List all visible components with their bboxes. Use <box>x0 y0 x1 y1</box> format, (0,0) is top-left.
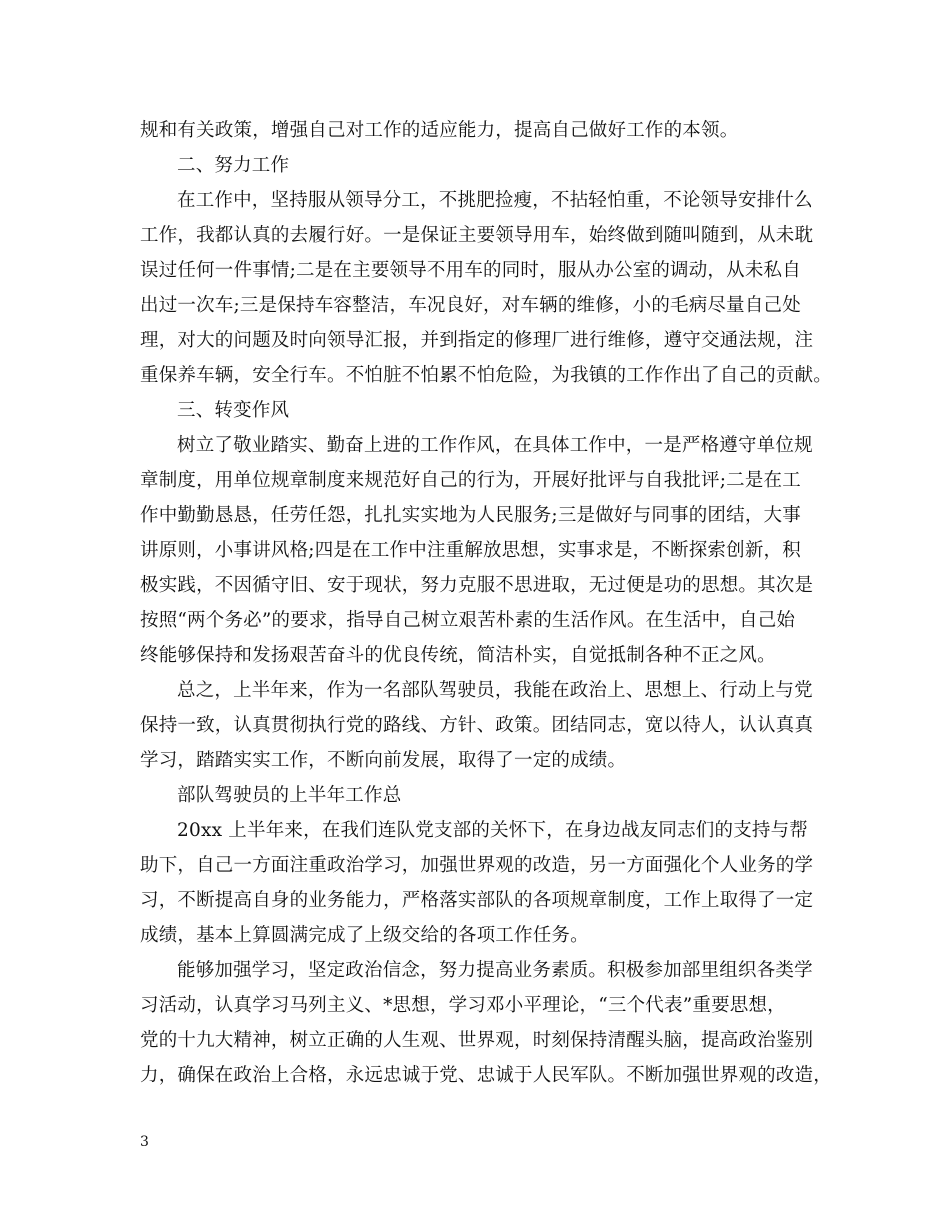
text-line: 树立了敬业踏实、勤奋上进的工作作风，在具体工作中，一是严格遵守单位规 <box>177 435 813 456</box>
text-line: 在工作中，坚持服从领导分工，不挑肥捡瘦，不拈轻怕重，不论领导安排什么 <box>177 190 813 211</box>
text-line: 20xx 上半年来，在我们连队党支部的关怀下，在身边战友同志们的支持与帮 <box>177 820 808 841</box>
text-line: 部队驾驶员的上半年工作总 <box>177 785 402 806</box>
text-line: 讲原则，小事讲风格;四是在工作中注重解放思想，实事求是，不断探索创新，积 <box>140 540 801 561</box>
text-line: 出过一次车;三是保持车容整洁，车况良好，对车辆的维修，小的毛病尽量自己处 <box>140 295 801 316</box>
document-body <box>140 113 830 1093</box>
text-line: 按照“两个务必”的要求，指导自己树立艰苦朴素的生活作风。在生活中，自己始 <box>140 610 796 631</box>
text-line: 学习，踏踏实实工作，不断向前发展，取得了一定的成绩。 <box>140 750 627 771</box>
page-number: 3 <box>140 1134 149 1150</box>
text-line: 习，不断提高自身的业务能力，严格落实部队的各项规章制度，工作上取得了一定 <box>140 890 814 911</box>
text-line: 能够加强学习，坚定政治信念，努力提高业务素质。积极参加部里组织各类学 <box>177 960 813 981</box>
text-line: 习活动，认真学习马列主义、*思想，学习邓小平理论，“三个代表”重要思想， <box>140 995 786 1016</box>
text-line: 工作，我都认真的去履行好。一是保证主要领导用车，始终做到随叫随到，从未耽 <box>140 225 814 246</box>
text-line: 重保养车辆，安全行车。不怕脏不怕累不怕危险，为我镇的工作作出了自己的贡献。 <box>140 365 832 386</box>
text-line: 党的十九大精神，树立正确的人生观、世界观，时刻保持清醒头脑，提高政治鉴别 <box>140 1030 814 1051</box>
text-line: 规和有关政策，增强自己对工作的适应能力，提高自己做好工作的本领。 <box>140 120 739 141</box>
text-line: 力，确保在政治上合格，永远忠诚于党、忠诚于人民军队。不断加强世界观的改造， <box>140 1065 832 1086</box>
text-line: 理，对大的问题及时向领导汇报，并到指定的修理厂进行维修，遵守交通法规，注 <box>140 330 814 351</box>
text-line: 终能够保持和发扬艰苦奋斗的优良传统，简洁朴实，自觉抵制各种不正之风。 <box>140 645 776 666</box>
text-line: 助下，自己一方面注重政治学习，加强世界观的改造，另一方面强化个人业务的学 <box>140 855 814 876</box>
text-line: 三、转变作风 <box>177 400 290 421</box>
text-line: 成绩，基本上算圆满完成了上级交给的各项工作任务。 <box>140 925 589 946</box>
text-line: 总之，上半年来，作为一名部队驾驶员，我能在政治上、思想上、行动上与党 <box>177 680 813 701</box>
text-line: 章制度，用单位规章制度来规范好自己的行为，开展好批评与自我批评;二是在工 <box>140 470 801 491</box>
text-line: 极实践，不因循守旧、安于现状，努力克服不思进取，无过便是功的思想。其次是 <box>140 575 814 596</box>
text-line: 保持一致，认真贯彻执行党的路线、方针、政策。团结同志，宽以待人，认认真真 <box>140 715 814 736</box>
text-line: 作中勤勤恳恳，任劳任怨，扎扎实实地为人民服务;三是做好与同事的团结，大事 <box>140 505 801 526</box>
text-line: 二、努力工作 <box>177 155 290 176</box>
text-line: 误过任何一件事情;二是在主要领导不用车的同时，服从办公室的调动，从未私自 <box>140 260 801 281</box>
